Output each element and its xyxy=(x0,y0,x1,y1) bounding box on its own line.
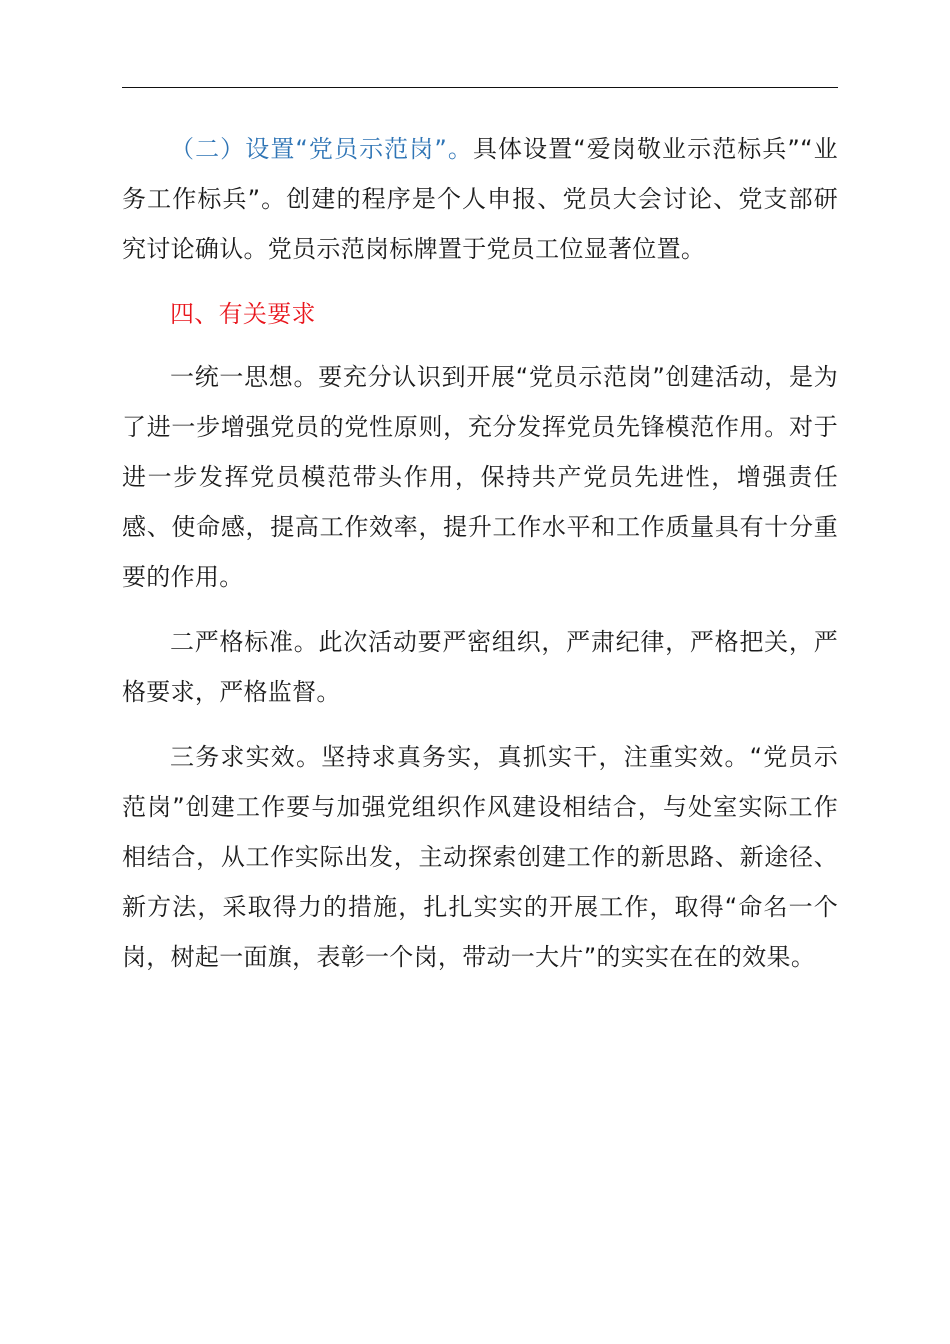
paragraph-text: 具体设置“爱岗敬业示范标兵”“业务工作标兵”。创建的程序是个人申报、党员大会讨论、党支部研究讨论确认。党员示范岗标牌置于党员工位显著位置。 xyxy=(122,135,838,263)
paragraph-set-model-post xyxy=(122,124,838,274)
paragraph-lead: （二）设置“党员示范岗”。 xyxy=(170,135,473,163)
paragraph-unify-thinking: 一统一思想。要充分认识到开展“党员示范岗”创建活动，是为了进一步增强党员的党性原则，充分发挥党员先锋模范作用。对于进一步发挥党员模范带头作用，保持共产党员先进性，增强责任感、使命感，提高工作效率，提升工作水平和工作质量具有十分重要的作用。 xyxy=(122,363,838,591)
document-body xyxy=(122,124,838,997)
section-heading: 四、有关要求 xyxy=(170,300,316,328)
paragraph-seek-results: 三务求实效。坚持求真务实，真抓实干，注重实效。“党员示范岗”创建工作要与加强党组织作风建设相结合，与处室实际工作相结合，从工作实际出发，主动探索创建工作的新思路、新途径、新方法，采取得力的措施，扎扎实实的开展工作，取得“命名一个岗，树起一面旗，表彰一个岗，带动一大片”的实实在在的效果。 xyxy=(122,743,839,971)
paragraph-strict-standards: 二严格标准。此次活动要严密组织，严肃纪律，严格把关，严格要求，严格监督。 xyxy=(122,628,838,706)
header-rule xyxy=(122,87,838,88)
